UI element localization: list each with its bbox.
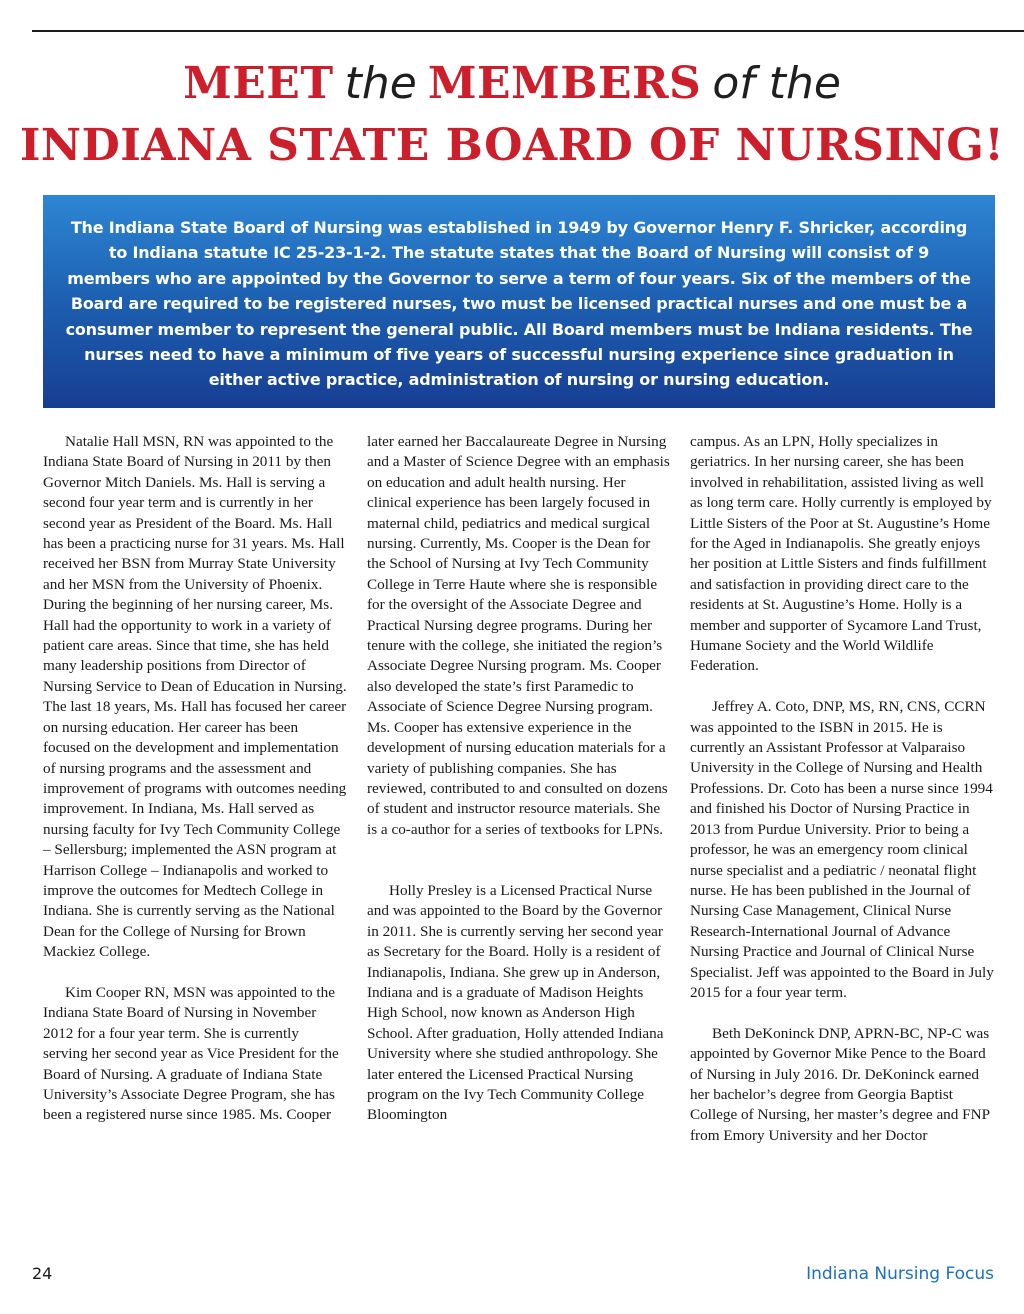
page-number: 24	[32, 1264, 53, 1283]
article-column-3	[690, 432, 996, 1167]
title-word-of-the: of the	[712, 58, 841, 109]
article-column-1	[43, 432, 347, 1146]
page-title-line2	[0, 120, 1024, 171]
bio-jeffrey-coto: Jeffrey A. Coto, DNP, MS, RN, CNS, CCRN was appointed to the ISBN in 2015. He is currently an Assistant Professor at Valparaiso University in the College of Nursing and Health Professions. Dr. Coto has been a nurse since 1994 and finished his Doctor of Nursing Practice in 2013 from Purdue University. Prior to being a professor, he was an emergency room clinical nurse specialist and a pediatric / neonatal flight nurse. He has been published in the Journal of Nursing Case Management, Clinical Nurse Research-International Journal of Advance Nursing Practice and Journal of Clinical Nurse Specialist. Jeff was appointed to the Board in July 2015 for a four year term.	[690, 698, 994, 1001]
title-word-the: the	[344, 58, 417, 109]
title-word-meet: MEET	[183, 58, 334, 109]
article-column-2	[367, 432, 671, 1146]
article-columns	[0, 432, 1024, 1232]
bio-natalie-hall: Natalie Hall MSN, RN was appointed to the Indiana State Board of Nursing in 2011 by then Governor Mitch Daniels. Ms. Hall is serving a second four year term and is currently in her second year as President of the Board. Ms. Hall has been a practicing nurse for 31 years. Ms. Hall received her BSN from Murray State University and her MSN from the University of Phoenix. During the beginning of her nursing career, Ms. Hall had the opportunity to work in a variety of patient care areas. Since that time, she has held many leadership positions from Director of Nursing Service to Dean of Education in Nursing. The last 18 years, Ms. Hall has focused her career on nursing education. Her career has been focused on the development and implementation of nursing programs and the assessment and improvement of programs with outcomes needing improvement. In Indiana, Ms. Hall served as nursing faculty for Ivy Tech Community College – Sellersburg; implemented the ASN program at Harrison College – Indianapolis and worked to improve the outcomes for Medtech College in Indiana. She is currently serving as the National Dean for the College of Nursing for Brown Mackiez College.	[43, 433, 347, 961]
intro-text: The Indiana State Board of Nursing was established in 1949 by Governor Henry F. Shricker, according to Indiana statute IC 25-23-1-2. The statute states that the Board of Nursing will consist of 9 members who are appointed by the Governor to serve a term of four years. Six of the members of the Board are required to be registered nurses, two must be licensed practical nurses and one must be a consumer member to represent the general public. All Board members must be Indiana residents. The nurses need to have a minimum of five years of successful nursing experience since graduation in either active practice, administration of nursing or nursing education.	[65, 218, 973, 390]
bio-holly-presley: Holly Presley is a Licensed Practical Nurse and was appointed to the Board by the Governor in 2011. She is currently serving her second year as Secretary for the Board. Holly is a resident of Indianapolis, Indiana. She grew up in Anderson, Indiana and is a graduate of Madison Heights High School, now known as Anderson High School. After graduation, Holly attended Indiana University where she studied anthropology. She later entered the Licensed Practical Nursing program on the Ivy Tech Community College Bloomington	[367, 881, 664, 1124]
title-word-members: MEMBERS	[427, 58, 702, 109]
title-board-name: INDIANA STATE BOARD OF NURSING!	[19, 120, 1005, 171]
page-title-line1	[0, 58, 1024, 109]
bio-kim-cooper-continued: later earned her Baccalaureate Degree in Nursing and a Master of Science Degree with an emphasis on education and adult health nursing. Her clinical experience has been largely focused in maternal child, pediatrics and medical surgical nursing. Currently, Ms. Cooper is the Dean for the School of Nursing at Ivy Tech Community College in Terre Haute where she is responsible for the oversight of the Associate Degree and Practical Nursing degree programs. During her tenure with the college, she initiated the region’s Associate Degree Nursing program. Ms. Cooper also developed the state’s first Paramedic to Associate of Science Degree Nursing program. Ms. Cooper has extensive experience in the development of nursing education materials for a variety of publishing companies. She has reviewed, contributed to and consulted on dozens of student and instructor resource materials. She is a co-author for a series of textbooks for LPNs.	[367, 433, 670, 838]
bio-holly-presley-continued: campus. As an LPN, Holly specializes in geriatrics. In her nursing career, she has been involved in rehabilitation, assisted living as well as long term care. Holly currently is employed by Little Sisters of the Poor at St. Augustine’s Home for the Aged in Indianapolis. She greatly enjoys her position at Little Sisters and finds fulfillment and satisfaction in providing direct care to the residents at St. Augustine’s Home. Holly is a member and supporter of Sycamore Land Trust, Humane Society and the World Wildlife Federation.	[690, 433, 992, 675]
bio-kim-cooper: Kim Cooper RN, MSN was appointed to the Indiana State Board of Nursing in November 2012 for a four year term. She is currently serving her second year as Vice President for the Board of Nursing. A graduate of Indiana State University’s Associate Degree Program, she has been a registered nurse since 1985. Ms. Cooper	[43, 983, 339, 1124]
bio-beth-dekoninck: Beth DeKoninck DNP, APRN-BC, NP-C was appointed by Governor Mike Pence to the Board of Nursing in July 2016. Dr. DeKoninck earned her bachelor’s degree from Georgia Baptist College of Nursing, her master’s degree and FNP from Emory University and her Doctor	[690, 1024, 990, 1144]
top-rule	[32, 30, 1024, 32]
publication-name: Indiana Nursing Focus	[806, 1264, 994, 1284]
intro-box	[43, 195, 995, 408]
